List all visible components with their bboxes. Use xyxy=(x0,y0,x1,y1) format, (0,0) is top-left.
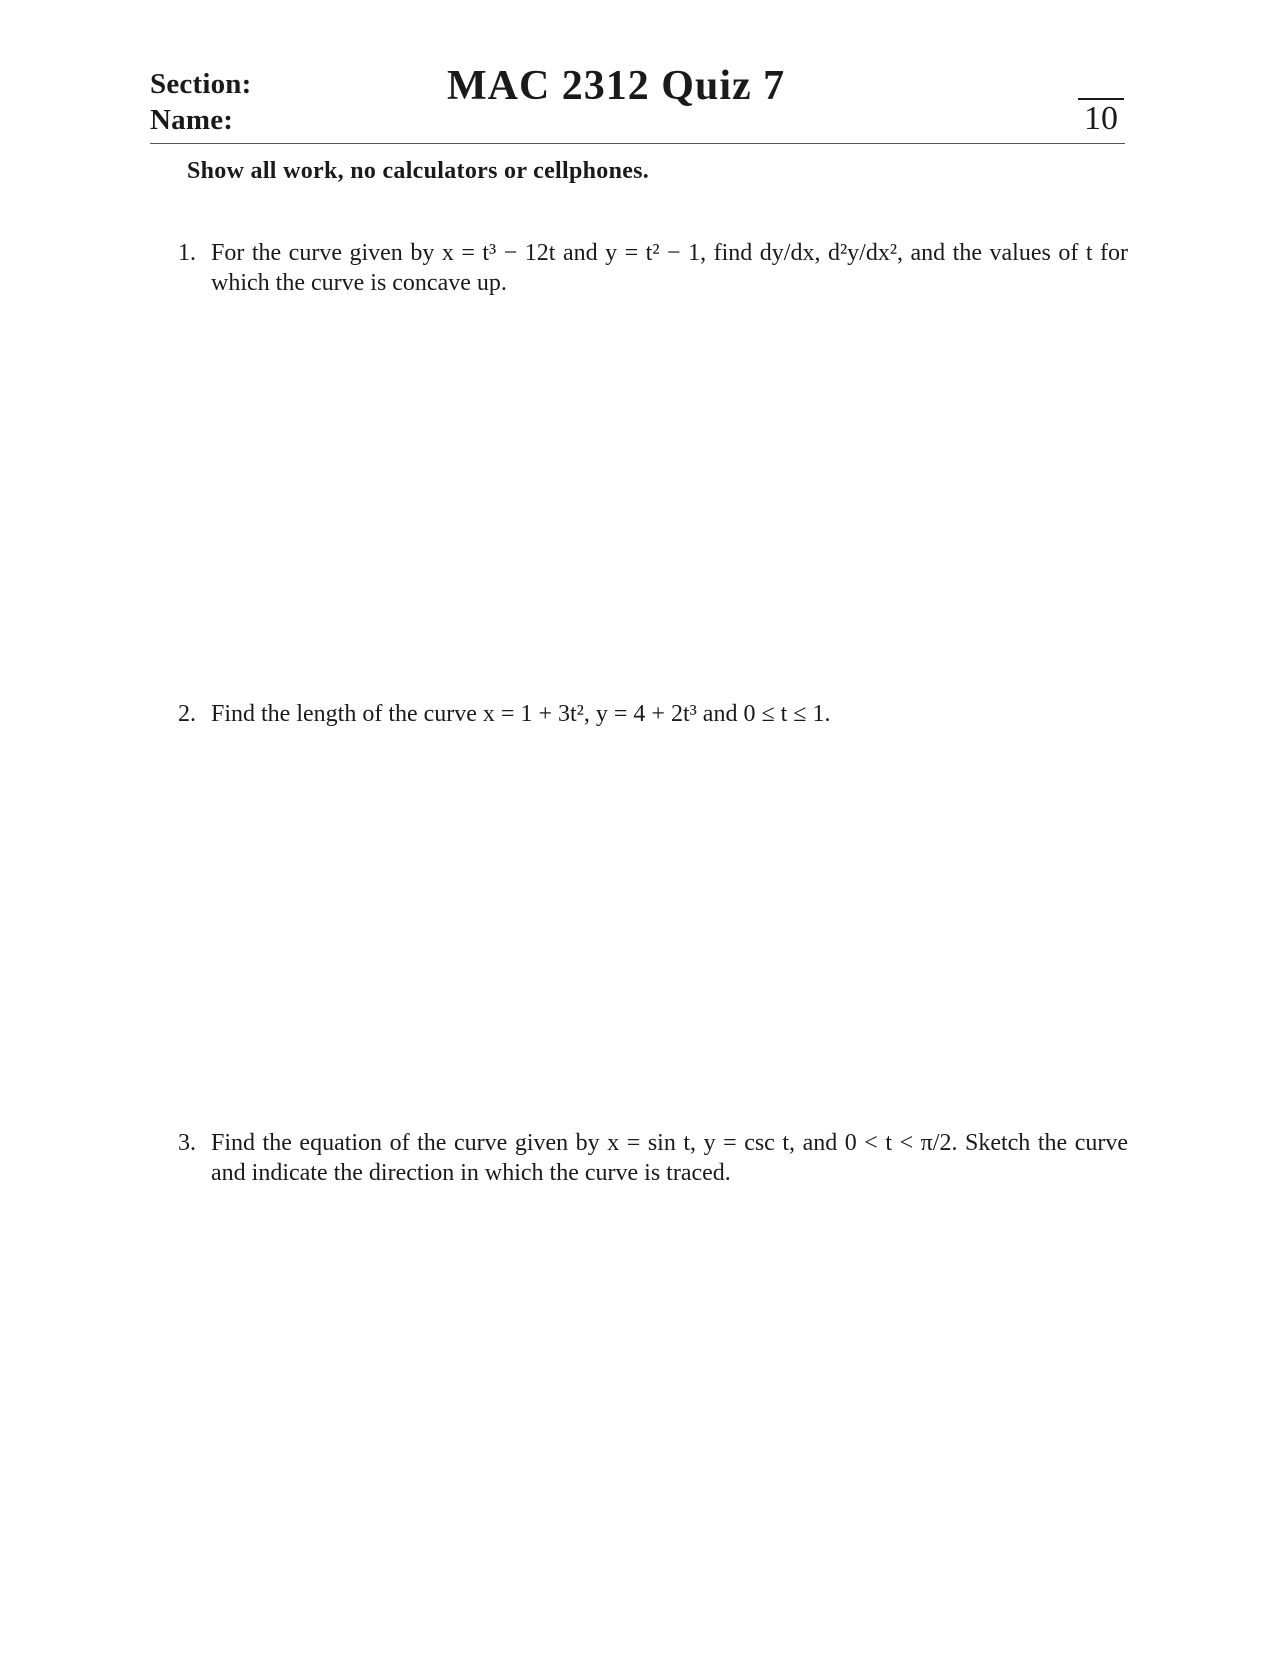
problem-text: Find the equation of the curve given by x = sin t, y = csc t, and 0 < t < π/2. Sketch the curve and indicate the direction in which the curve is traced. xyxy=(211,1130,1128,1186)
problem-text: Find the length of the curve x = 1 + 3t², y = 4 + 2t³ and 0 ≤ t ≤ 1. xyxy=(211,701,831,727)
page-title: MAC 2312 Quiz 7 xyxy=(447,63,786,109)
problem-item xyxy=(178,238,1128,298)
name-label: Name: xyxy=(150,104,234,136)
header-divider xyxy=(150,143,1125,144)
problem-number: 1. xyxy=(178,240,196,266)
problem-item xyxy=(178,699,1128,729)
score-total: 10 xyxy=(1078,98,1124,137)
problem-text: For the curve given by x = t³ − 12t and y = t² − 1, find dy/dx, d²y/dx², and the values of t for which the curve is concave up. xyxy=(211,240,1128,296)
problem-number: 2. xyxy=(178,701,196,727)
problem-item xyxy=(178,1128,1128,1188)
section-label: Section: xyxy=(150,68,252,100)
problem-number: 3. xyxy=(178,1130,196,1156)
instructions: Show all work, no calculators or cellphones. xyxy=(187,158,650,184)
